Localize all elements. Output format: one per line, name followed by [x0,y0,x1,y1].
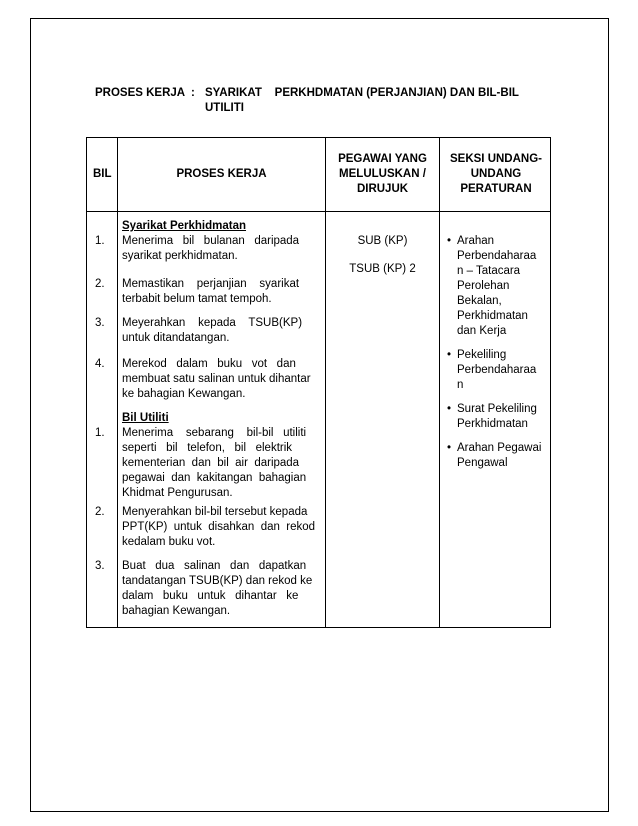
bullet-line: dan Kerja [457,325,507,337]
item-line: PPT(KP) untuk disahkan dan rekod [122,521,316,533]
list-item [122,505,321,550]
header-pegawai-line: MELULUSKAN / [339,168,426,180]
item-number: 2. [95,506,105,518]
item-line: seperti bil telefon, bil elektrik [122,442,293,454]
bullet-line: Perbendaharaa [457,364,537,376]
heading-label: PROSES KERJA [95,87,186,99]
item-line: Merekod dalam buku vot dan [122,358,296,370]
bullet-line: Surat Pekeliling [457,403,537,415]
list-item [122,357,321,402]
bullet-line: Arahan Pegawai [457,442,542,454]
list-item [122,277,321,307]
item-line: untuk ditandatangan. [122,332,230,344]
item-line: Buat dua salinan dan dapatkan [122,560,307,572]
header-pegawai-line: PEGAWAI YANG [338,153,427,165]
list-item [122,316,321,346]
bullet-icon: • [447,442,452,454]
item-number: 1. [95,235,105,247]
list-item [122,426,321,501]
heading-separator: : [191,87,195,99]
bullet-line: Bekalan, [457,295,502,307]
item-number: 1. [95,427,105,439]
header-seksi-line: SEKSI UNDANG- [449,153,542,165]
list-item [447,441,547,471]
item-line: terbabit belum tamat tempoh. [122,293,272,305]
list-item [447,348,547,393]
bullet-icon: • [447,349,452,361]
item-line: bahagian Kewangan. [122,605,231,617]
process-table [86,137,551,628]
header-seksi-line: UNDANG [470,168,522,180]
pegawai-sub-kp: SUB (KP) [357,235,408,247]
item-line: dalam buku untuk dihantar ke [122,590,299,602]
section-title-bil-utiliti: Bil Utiliti [122,412,169,424]
list-item [447,234,547,339]
bullet-line: Perkhidmatan [457,418,528,430]
heading-title-line2: UTILITI [205,102,244,114]
item-number: 3. [95,560,105,572]
header-divider [87,211,550,212]
list-item [447,402,547,432]
item-line: Menerima bil bulanan daripada [122,235,300,247]
bullet-line: Pekeliling [457,349,507,361]
header-seksi [440,152,552,197]
bullet-line: n [457,379,464,391]
bullet-icon: • [447,403,452,415]
item-line: kedalam buku vot. [122,536,216,548]
header-seksi-line: PERATURAN [460,183,532,195]
item-line: membuat satu salinan untuk dihantar [122,373,311,385]
bullet-icon: • [447,235,452,247]
heading-title-line1: SYARIKAT PERKHDMATAN (PERJANJIAN) DAN BIL-BIL [205,87,519,99]
header-pegawai [326,152,439,197]
item-number: 4. [95,358,105,370]
header-bil: BIL [93,168,112,180]
list-item [122,559,321,619]
item-line: Meyerahkan kepada TSUB(KP) [122,317,303,329]
item-line: Khidmat Pengurusan. [122,487,233,499]
section-title-syarikat: Syarikat Perkhidmatan [122,220,247,232]
item-line: Menerima sebarang bil-bil utiliti [122,427,307,439]
bullet-line: Perolehan [457,280,510,292]
header-proses-kerja: PROSES KERJA [176,168,267,180]
bullet-line: Perbendaharaa [457,250,537,262]
item-line: pegawai dan kakitangan bahagian [122,472,307,484]
item-line: ke bahagian Kewangan. [122,388,246,400]
pegawai-tsub-kp2: TSUB (KP) 2 [349,263,416,275]
item-line: tandatangan TSUB(KP) dan rekod ke [122,575,313,587]
bullet-line: Perkhidmatan [457,310,528,322]
item-number: 2. [95,278,105,290]
item-line: Menyerahkan bil-bil tersebut kepada [122,506,308,518]
list-item [122,234,321,264]
bullet-line: Arahan [457,235,495,247]
item-number: 3. [95,317,105,329]
item-line: syarikat perkhidmatan. [122,250,238,262]
bullet-line: n – Tatacara [457,265,521,277]
header-pegawai-line: DIRUJUK [356,183,409,195]
item-line: kementerian dan bil air daripada [122,457,300,469]
seksi-bullet-list [447,234,547,480]
bullet-line: Pengawal [457,457,508,469]
item-line: Memastikan perjanjian syarikat [122,278,300,290]
